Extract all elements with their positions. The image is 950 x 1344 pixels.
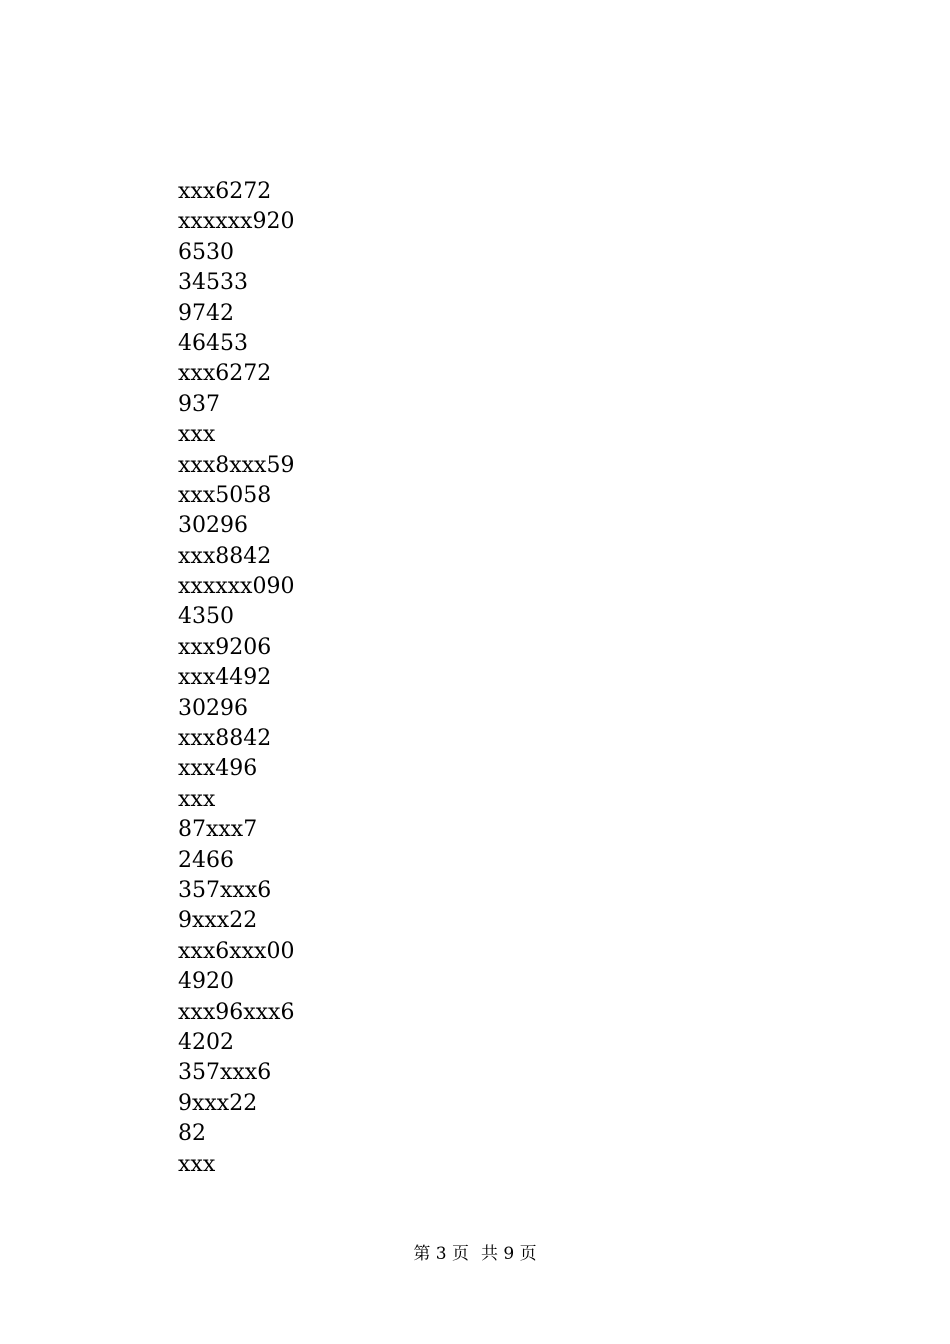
- text-line: xxx6xxx00: [178, 938, 295, 964]
- text-line: 357xxx6: [178, 1060, 272, 1086]
- text-line: 2466: [178, 847, 234, 873]
- text-line: xxx5058: [178, 482, 272, 508]
- text-line: xxxxxx920: [178, 209, 295, 235]
- text-line: xxx496: [178, 756, 258, 782]
- text-line: xxx96xxx6: [178, 999, 295, 1025]
- text-line: 4202: [178, 1029, 234, 1055]
- text-line: 30296: [178, 695, 248, 721]
- text-line: xxxxxx090: [178, 574, 295, 600]
- text-line: xxx9206: [178, 634, 272, 660]
- text-line: xxx8842: [178, 726, 272, 752]
- text-line: 9xxx22: [178, 1090, 258, 1116]
- current-page-number: 第 3 页: [413, 1244, 469, 1264]
- text-line: xxx8842: [178, 543, 272, 569]
- text-line: 357xxx6: [178, 877, 272, 903]
- text-line: xxx: [178, 422, 216, 448]
- text-lines: [178, 177, 294, 1180]
- text-line: 87xxx7: [178, 817, 258, 843]
- text-line: 30296: [178, 513, 248, 539]
- text-line: xxx6272: [178, 361, 272, 387]
- text-line: 9xxx22: [178, 908, 258, 934]
- total-pages: 共 9 页: [481, 1244, 537, 1264]
- text-line: xxx: [178, 1151, 216, 1177]
- text-line: 82: [178, 1121, 206, 1147]
- text-line: xxx4492: [178, 665, 272, 691]
- text-line: 6530: [178, 239, 234, 265]
- text-line: 4350: [178, 604, 234, 630]
- text-line: 46453: [178, 330, 248, 356]
- page-footer: [0, 1240, 950, 1268]
- text-line: 937: [178, 391, 220, 417]
- text-line: xxx8xxx59: [178, 452, 295, 478]
- text-line: xxx6272: [178, 179, 272, 204]
- text-line: 9742: [178, 300, 234, 326]
- text-line: xxx: [178, 786, 216, 812]
- text-line: 4920: [178, 969, 234, 995]
- text-line: 34533: [178, 270, 248, 296]
